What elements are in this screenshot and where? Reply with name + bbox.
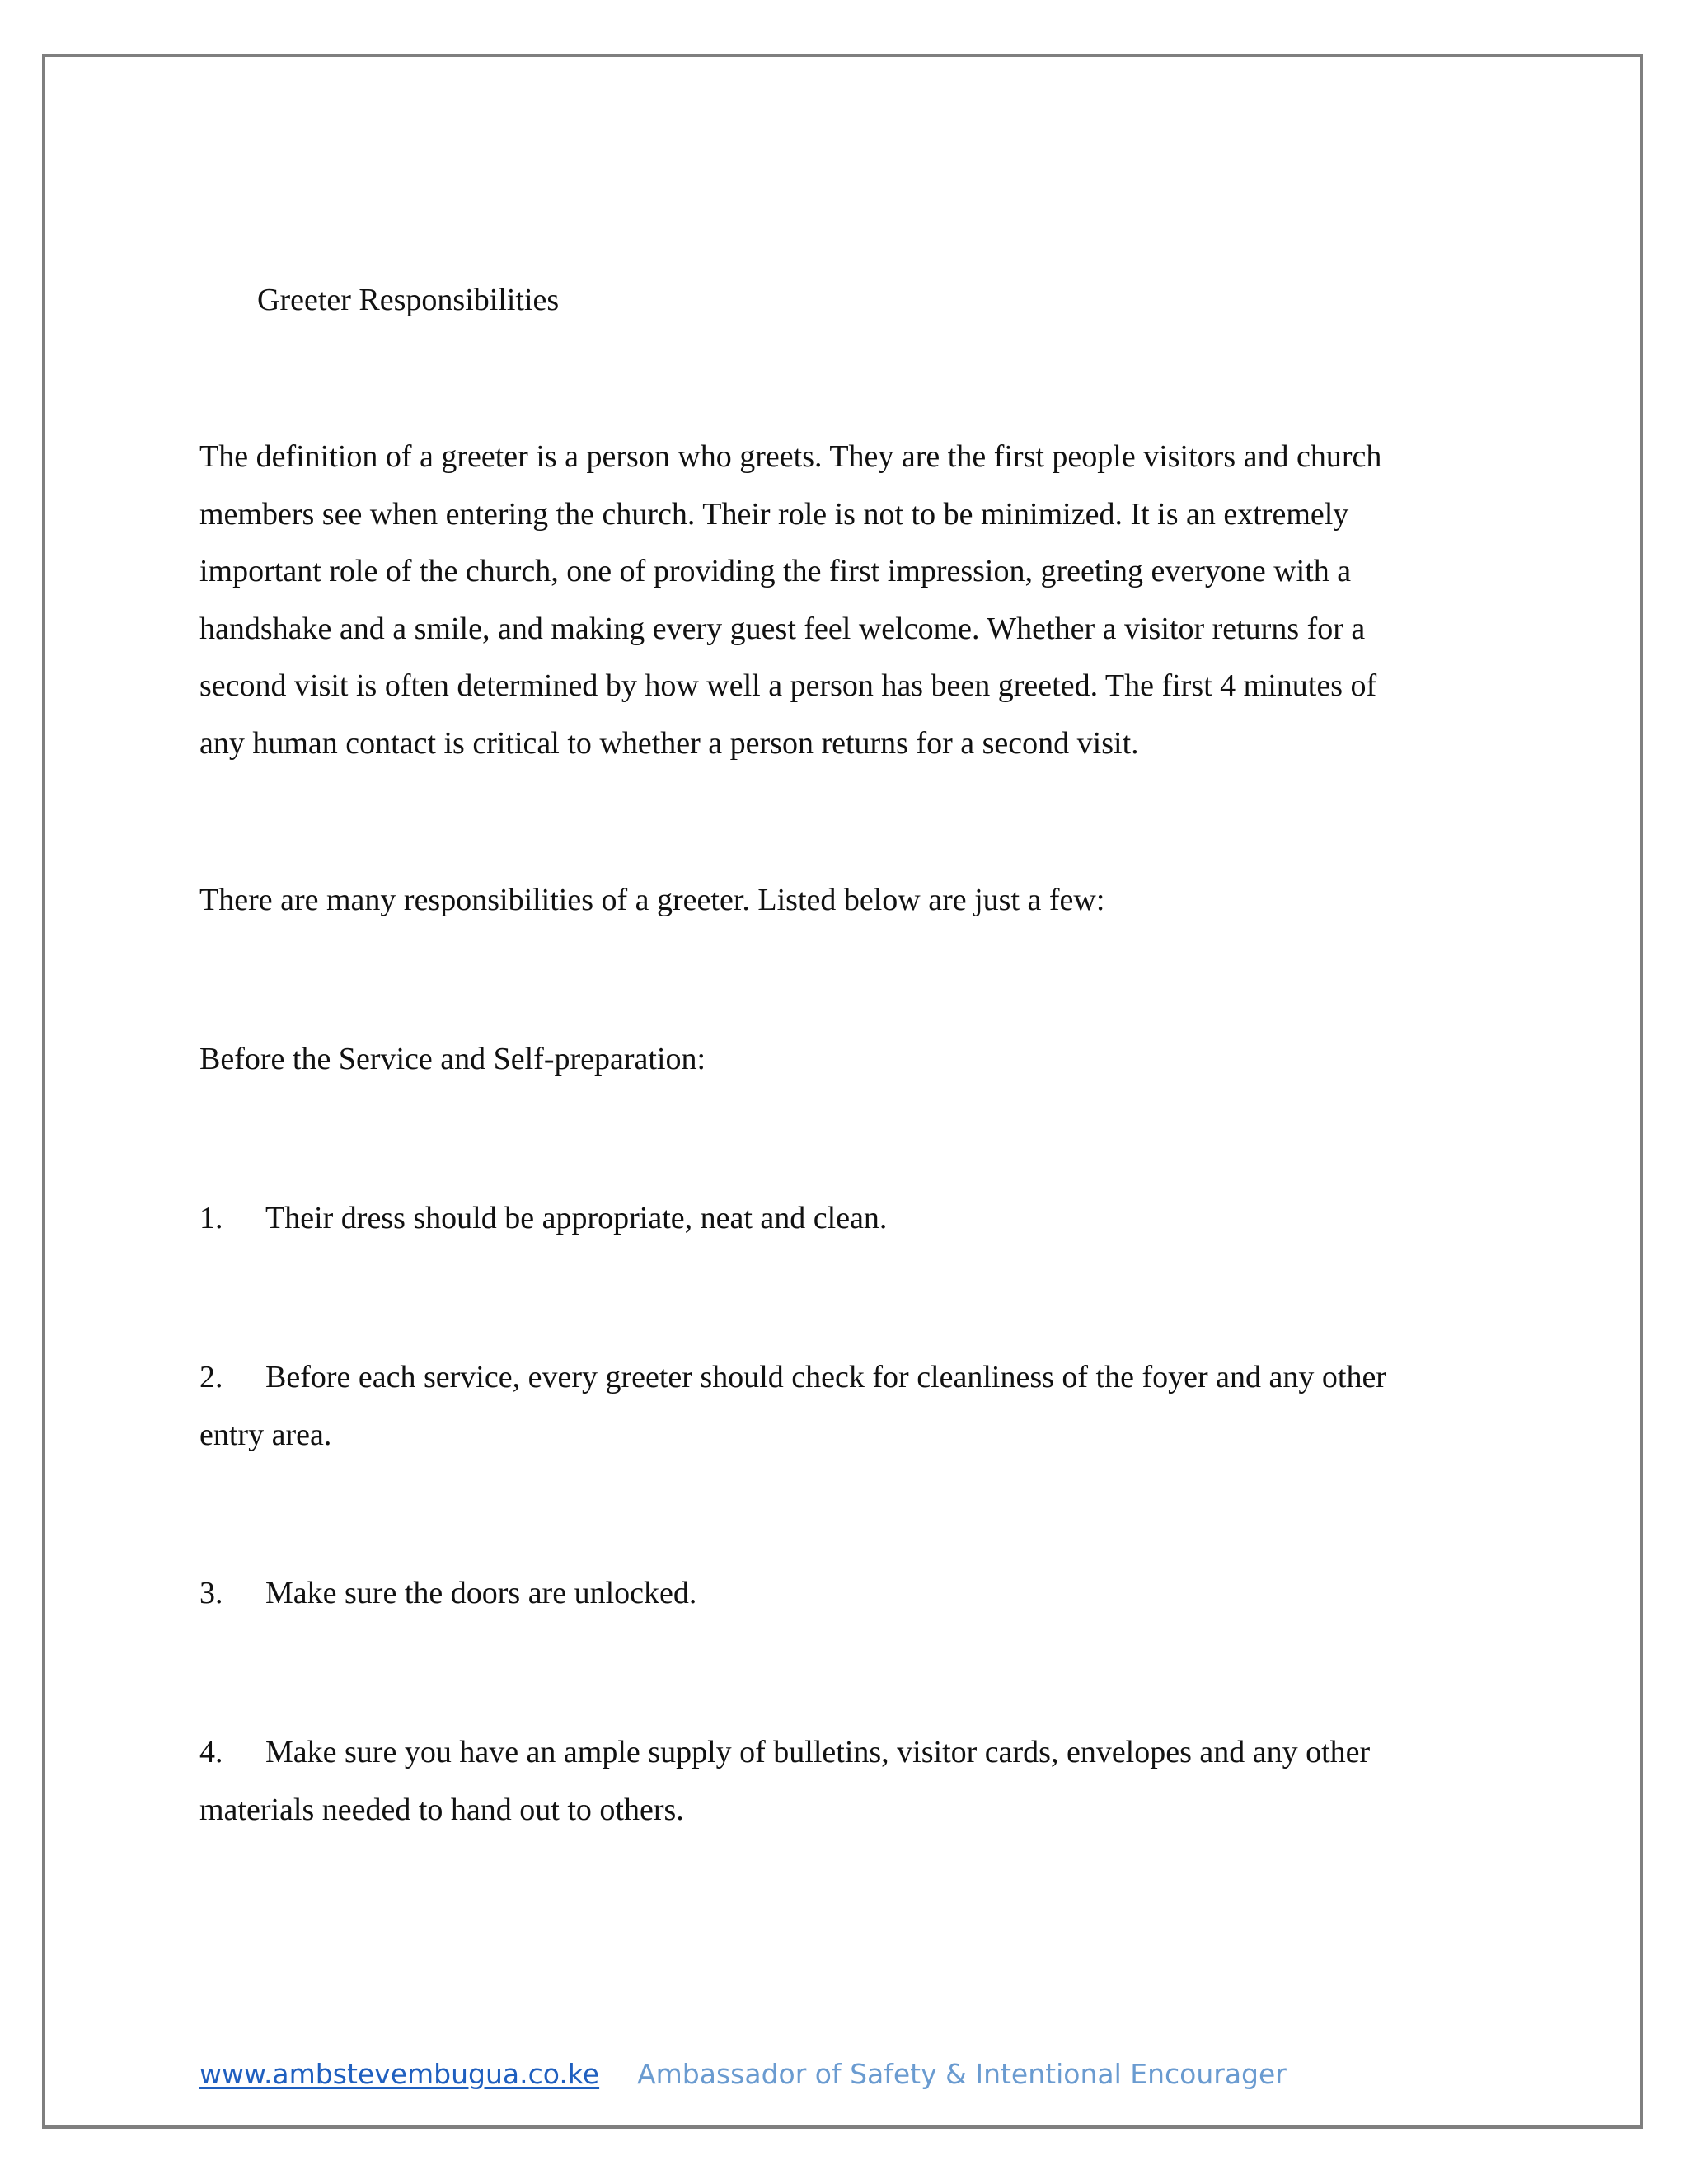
list-number: 3.	[199, 1576, 223, 1610]
responsibilities-intro: There are many responsibilities of a greeter. Listed below are just a few:	[199, 883, 1105, 917]
list-text: Make sure the doors are unlocked.	[265, 1576, 697, 1610]
list-item-4	[199, 1724, 1485, 1839]
list-text-continued: materials needed to hand out to others.	[199, 1792, 684, 1827]
list-number: 2.	[199, 1360, 223, 1394]
intro-line: important role of the church, one of providing the first impression, greeting everyone with a	[199, 554, 1352, 588]
intro-line: any human contact is critical to whether a person returns for a second visit.	[199, 725, 1139, 761]
list-text: Make sure you have an ample supply of bulletins, visitor cards, envelopes and any other	[265, 1735, 1371, 1769]
document-title: Greeter Responsibilities	[257, 283, 560, 317]
list-text: Before each service, every greeter should check for cleanliness of the foyer and any other	[265, 1360, 1386, 1394]
list-item-1	[199, 1190, 1485, 1248]
intro-paragraph	[199, 429, 1485, 772]
footer-tagline: Ambassador of Safety & Intentional Encourager	[637, 2058, 1287, 2090]
website-link[interactable]: www.ambstevembugua.co.ke	[199, 2058, 600, 2090]
list-item-3	[199, 1565, 1485, 1623]
list-text: Their dress should be appropriate, neat and clean.	[265, 1201, 888, 1235]
page-footer	[199, 2054, 1287, 2095]
intro-line: second visit is often determined by how well a person has been greeted. The first 4 minutes of	[199, 668, 1377, 703]
list-number: 4.	[199, 1735, 223, 1769]
list-text-continued: entry area.	[199, 1417, 332, 1452]
list-number: 1.	[199, 1201, 223, 1235]
intro-line: The definition of a greeter is a person who greets. They are the first people visitors and church	[199, 439, 1382, 474]
section-heading: Before the Service and Self-preparation:	[199, 1042, 706, 1076]
intro-line: members see when entering the church. Their role is not to be minimized. It is an extremely	[199, 496, 1349, 532]
intro-line: handshake and a smile, and making every guest feel welcome. Whether a visitor returns for a	[199, 611, 1366, 646]
list-item-2	[199, 1349, 1485, 1464]
